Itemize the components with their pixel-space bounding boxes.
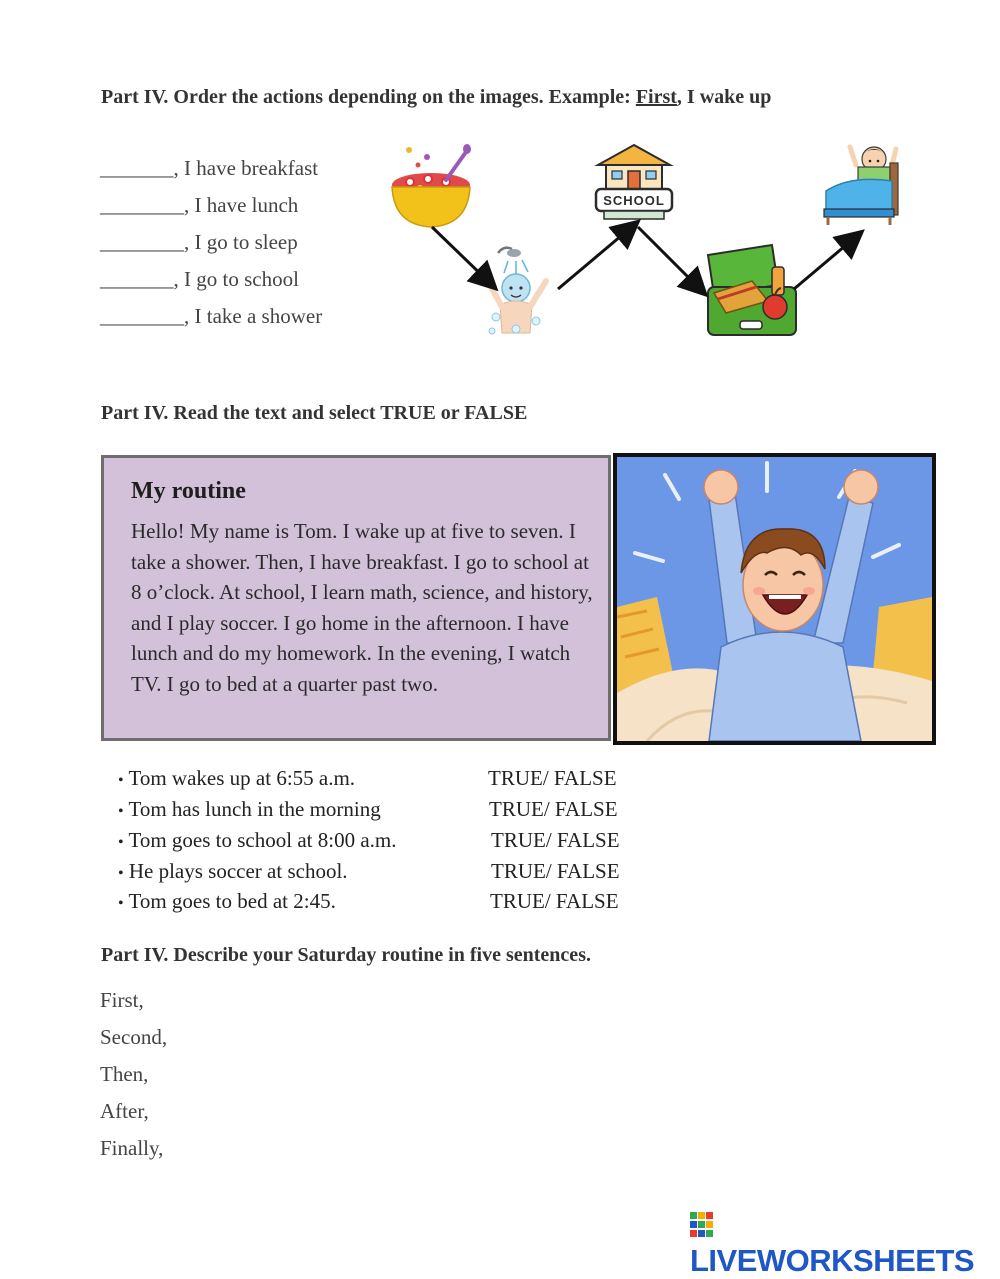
part1-heading-prefix: Part IV. Order the actions depending on the images. Example: <box>101 86 636 108</box>
part2-heading: Part IV. Read the text and select TRUE or FALSE <box>101 402 528 424</box>
waking-boy-image <box>613 453 936 745</box>
tf-item-text: Tom wakes up at 6:55 a.m. <box>128 766 356 790</box>
starter-second[interactable]: Second, <box>100 1025 168 1049</box>
bullet-icon: • <box>118 865 124 882</box>
waking-boy-illustration <box>617 457 932 741</box>
tf-item-text: Tom goes to bed at 2:45. <box>128 889 336 913</box>
arrow-2 <box>558 225 634 289</box>
order-line-lunch[interactable]: ________, I have lunch <box>100 193 299 217</box>
starter-after[interactable]: After, <box>100 1099 149 1123</box>
order-line-sleep[interactable]: ________, I go to sleep <box>100 230 298 254</box>
order-line-shower[interactable]: ________, I take a shower <box>100 304 323 328</box>
tf-item-text: Tom has lunch in the morning <box>128 797 381 821</box>
arrow-4 <box>794 235 858 289</box>
shower-icon <box>489 248 546 334</box>
tf-options[interactable]: TRUE/ FALSE <box>490 889 619 913</box>
tf-item-text: Tom goes to school at 8:00 a.m. <box>128 828 397 852</box>
starter-then[interactable]: Then, <box>100 1062 149 1086</box>
reading-title: My routine <box>131 478 246 504</box>
bed-icon <box>824 147 898 225</box>
tf-options[interactable]: TRUE/ FALSE <box>491 859 620 883</box>
order-line-breakfast[interactable]: _______, I have breakfast <box>100 156 319 180</box>
tf-item <box>118 766 355 791</box>
routine-illustrations <box>380 135 920 345</box>
school-icon <box>596 145 672 219</box>
order-line-school[interactable]: _______, I go to school <box>100 267 299 291</box>
bullet-icon: • <box>118 772 124 789</box>
tf-item <box>118 797 381 822</box>
part3-heading: Part IV. Describe your Saturday routine in five sentences. <box>101 944 591 966</box>
bullet-icon: • <box>118 895 124 912</box>
reading-box <box>101 455 611 741</box>
tf-options[interactable]: TRUE/ FALSE <box>489 797 618 821</box>
part1-heading-suffix: , I wake up <box>676 86 772 108</box>
starter-finally[interactable]: Finally, <box>100 1136 164 1160</box>
tf-options[interactable]: TRUE/ FALSE <box>491 828 620 852</box>
brand-text: LIVEWORKSHEETS <box>690 1243 975 1278</box>
logo-grid-icon <box>690 1212 714 1238</box>
starter-first[interactable]: First, <box>100 988 144 1012</box>
tf-options[interactable]: TRUE/ FALSE <box>488 766 617 790</box>
tf-item <box>118 828 396 853</box>
tf-item <box>118 859 348 884</box>
part1-heading <box>101 86 771 109</box>
tf-item <box>118 889 336 914</box>
reading-text: Hello! My name is Tom. I wake up at five to seven. I take a shower. Then, I have breakfast. I go to school at 8 o’clock. At school, I learn math, science, and history, and I play soccer. I go home in the afternoon. I have lunch and do my homework. In the evening, I watch TV. I go to bed at a quarter past two. <box>131 519 593 696</box>
liveworksheets-logo <box>690 1207 1000 1279</box>
tf-item-text: He plays soccer at school. <box>128 859 348 883</box>
bullet-icon: • <box>118 803 124 820</box>
part1-example-word: First <box>635 86 677 108</box>
arrow-3 <box>638 227 702 291</box>
bullet-icon: • <box>118 834 124 851</box>
cereal-bowl-icon <box>392 144 471 227</box>
arrow-1 <box>432 227 492 285</box>
school-sign-text: SCHOOL <box>603 193 665 208</box>
lunchbox-icon <box>708 245 796 335</box>
